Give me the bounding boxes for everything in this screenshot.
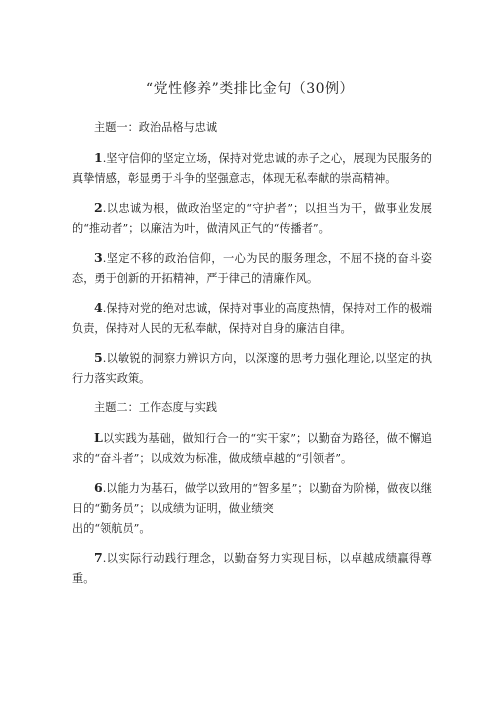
list-item-3	[72, 248, 432, 289]
item-number: 6	[94, 480, 103, 495]
list-item-1	[72, 148, 432, 189]
item-text-continuation: 出的“领航员”。	[72, 522, 151, 535]
item-text: .以忠诚为根，做政治坚定的“守护者”；以担当为干，做事业发展的“推动者”；以廉洁为叶，做清风正气的“传播者”。	[72, 202, 432, 235]
item-number: L	[94, 430, 103, 445]
item-text: .坚守信仰的坚定立场，保持对党忠诚的赤子之心，展现为民服务的真挚情感，彰显勇于斗争的坚强意志，体现无私奉献的崇高精神。	[72, 152, 432, 185]
item-number: 4	[94, 300, 103, 315]
section-heading-1: 主题一：政治品格与忠诚	[94, 121, 218, 134]
list-item-5	[72, 348, 432, 389]
item-text: 以实践为基础，做知行合一的“实干家”；以勤奋为路径，做不懈追求的“奋斗者”；以成效为标准，做成绩卓越的“引领者”。	[72, 432, 432, 465]
item-number: 5	[94, 350, 103, 365]
item-text: .保持对党的绝对忠诚，保持对事业的高度热情，保持对工作的极端负责，保持对人民的无私奉献，保持对自身的廉洁自律。	[72, 302, 432, 335]
item-text: .以敏锐的洞察力辨识方向，以深邃的思考力强化理论,以坚定的执行力落实政策。	[72, 352, 432, 385]
item-number: 2	[94, 200, 103, 215]
item-text: .坚定不移的政治信仰，一心为民的服务理念，不屈不挠的奋斗姿态，勇于创新的开拓精神，严于律己的清廉作风。	[72, 252, 432, 285]
list-item-8	[72, 548, 432, 589]
item-text: .以能力为基石，做学以致用的“智多星”；以勤奋为阶梯，做夜以继日的“勤务员”；以成绩为证明，做业绩突	[72, 482, 432, 515]
item-text: .以实际行动践行理念，以勤奋努力实现目标，以卓越成绩赢得尊重。	[72, 552, 432, 585]
document-title: “党性修养”类排比金句（30例）	[145, 81, 355, 97]
list-item-2	[72, 198, 432, 239]
list-item-4	[72, 298, 432, 339]
section-heading-2: 主题二：工作态度与实践	[94, 401, 218, 414]
list-item-7	[72, 478, 432, 539]
item-number: 3	[94, 250, 103, 265]
item-number: 1	[94, 150, 103, 165]
document-body	[72, 118, 432, 598]
list-item-6	[72, 428, 432, 469]
item-number: 7	[94, 550, 103, 565]
